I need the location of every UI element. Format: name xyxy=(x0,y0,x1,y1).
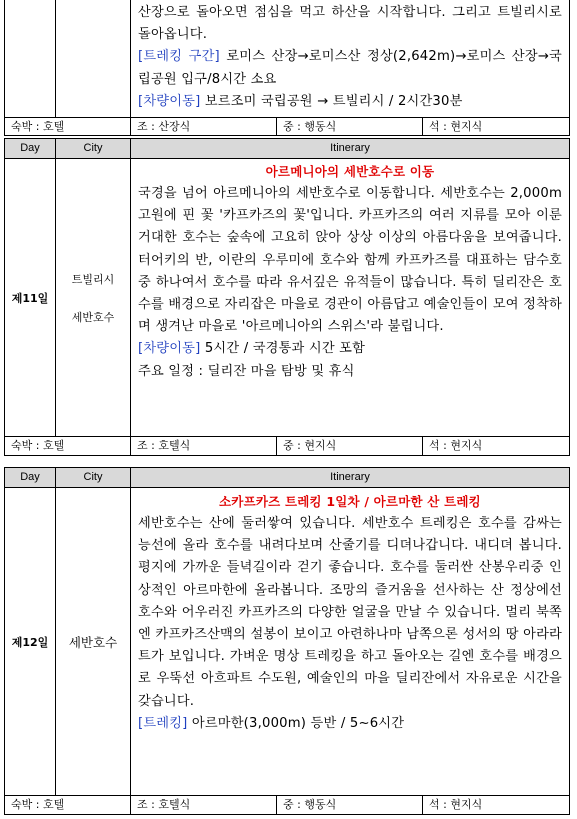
breakfast: 조 : 호텔식 xyxy=(131,437,277,455)
accommodation: 숙박 : 호텔 xyxy=(5,118,131,136)
itinerary-row xyxy=(5,488,569,795)
itinerary-row xyxy=(5,0,569,117)
dinner: 석 : 현지식 xyxy=(429,798,483,811)
city-cell xyxy=(56,0,131,117)
trek-line xyxy=(138,713,562,735)
header-itinerary: Itinerary xyxy=(330,142,370,154)
meal-row xyxy=(5,795,569,814)
city-name: 세반호수 xyxy=(68,634,118,650)
trek-section-line xyxy=(138,46,562,90)
day-label: 제12일 xyxy=(5,488,56,795)
lunch: 중 : 행동식 xyxy=(277,118,423,136)
day-10-continuation-block xyxy=(4,0,570,136)
paragraph: 세반호수는 산에 둘러쌓여 있습니다. 세반호수 트레킹은 호수를 감싸는 능선에 올라 호수를 내려다보며 산줄기를 디뎌나갑니다. 내디뎌 봅니다. 평지에 가까운 들녁길이라 걷기 좋습니다. 호수를 둘러싼 산봉우리중 인상적인 아르마한에 올라봅니다. 조망의 즐거움을 선사하는 산 정상에선 호수와 어우러진 카프카즈의 다양한 얼굴을 만날 수 있습니다. 멀리 북쪽엔 카프카즈산맥의 설봉이 보이고 아련하나마 남쪽으론 성서의 땅 아라라트가 보입니다. 가벼운 명상 트레킹을 하고 돌아오는 길엔 호수를 배경으로 우뚝선 아흐파트 수도원, 예술인의 마을 딜리잔에서 자유로운 시간을 갖습니다. xyxy=(138,516,562,709)
city-list xyxy=(56,159,131,436)
transfer-tag: [차량이동] xyxy=(138,341,201,357)
paragraph: 산장으로 돌아오면 점심을 먹고 하산을 시작합니다. 그리고 트빌리시로 돌아옵니다. xyxy=(138,5,562,43)
trek-tag: [트레킹] xyxy=(138,715,188,731)
header-day: Day xyxy=(5,139,56,158)
day-11-block xyxy=(4,138,570,456)
header-itinerary: Itinerary xyxy=(330,471,370,483)
itinerary-title: 아르메니아의 세반호수로 이동 xyxy=(265,164,435,179)
trek-text: 로미스 산장→로미스산 정상(2,642m)→로미스 산장→국립공원 입구/8시간 소요 xyxy=(138,49,562,87)
meal-row xyxy=(5,117,569,136)
header-city: City xyxy=(56,139,131,158)
breakfast: 조 : 호텔식 xyxy=(131,796,277,814)
itinerary-text xyxy=(131,159,569,436)
paragraph: 국경을 넘어 아르메니아의 세반호수로 이동합니다. 세반호수는 2,000m 고원에 핀 꽃 '카프카즈의 꽃'입니다. 카프카즈의 여러 지류를 모아 이룬 거대한 호수는 숲속에 고요히 앉아 상상 이상의 아름다움을 보여줍니다. 터어키의 반, 이란의 우루미에 호수와 함께 카프카즈를 대표하는 담수호 중 하나여서 호수를 따라 유서깊은 유적들이 많습니다. 특히 딜리잔은 호수를 배경으로 자리잡은 마을로 경관이 아름답고 예술인들이 모여 정착하며 생겨난 마을로 '아르메니아의 스위스'라 불립니다. xyxy=(138,186,562,335)
day-cell xyxy=(5,0,56,117)
meal-row xyxy=(5,436,569,455)
lunch: 중 : 행동식 xyxy=(277,796,423,814)
trek-tag: [트레킹 구간] xyxy=(138,49,220,65)
itinerary-title: 소카프카즈 트레킹 1일차 / 아르마한 산 트레킹 xyxy=(219,494,481,509)
transfer-line xyxy=(138,91,562,113)
schedule-line: 주요 일정 : 딜리잔 마을 탐방 및 휴식 xyxy=(138,363,355,379)
accommodation: 숙박 : 호텔 xyxy=(5,437,131,455)
day-12-block xyxy=(4,467,570,815)
dinner: 석 : 현지식 xyxy=(429,439,483,452)
breakfast: 조 : 산장식 xyxy=(131,118,277,136)
itinerary-text xyxy=(131,0,569,117)
table-header xyxy=(5,139,569,159)
transfer-text: 5시간 / 국경통과 시간 포함 xyxy=(200,341,366,357)
city-name: 세반호수 xyxy=(71,310,115,324)
transfer-tag: [차량이동] xyxy=(138,93,201,109)
header-city: City xyxy=(56,468,131,487)
header-day: Day xyxy=(5,468,56,487)
accommodation: 숙박 : 호텔 xyxy=(5,796,131,814)
transfer-line xyxy=(138,338,562,360)
city-name: 트빌리시 xyxy=(71,272,115,286)
transfer-text: 보르조미 국립공원 → 트빌리시 / 2시간30분 xyxy=(200,93,463,109)
itinerary-row xyxy=(5,159,569,436)
lunch: 중 : 현지식 xyxy=(277,437,423,455)
itinerary-text xyxy=(131,488,569,795)
city-list xyxy=(56,488,131,795)
table-header xyxy=(5,468,569,488)
dinner: 석 : 현지식 xyxy=(429,120,483,133)
trek-text: 아르마한(3,000m) 등반 / 5~6시간 xyxy=(187,715,405,731)
day-label: 제11일 xyxy=(5,159,56,436)
